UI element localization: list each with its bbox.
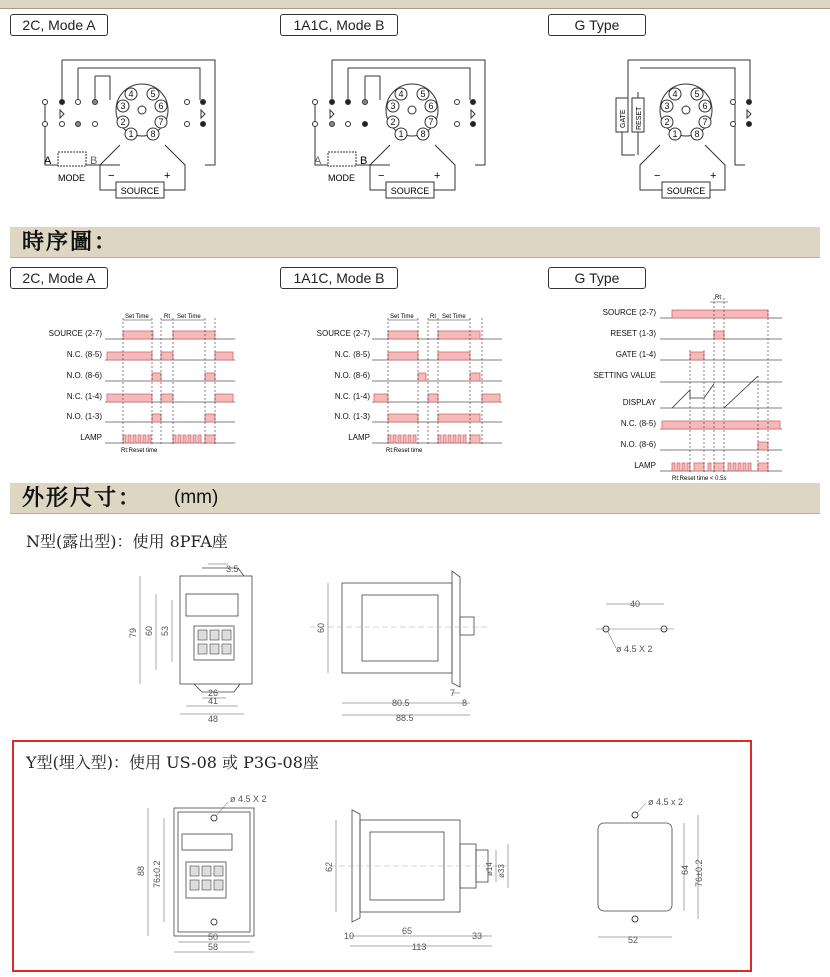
pin-8: 8 bbox=[420, 129, 426, 139]
row-label: N.O. (8-6) bbox=[620, 440, 656, 449]
y-type-panel-cutout bbox=[580, 795, 730, 955]
hole-diameter: ø 4.5 X 2 bbox=[616, 644, 653, 654]
row-label: SOURCE (2-7) bbox=[316, 329, 370, 338]
switch-b-label: B bbox=[360, 155, 368, 167]
pin-2: 2 bbox=[664, 117, 670, 127]
dim-26: 26 bbox=[208, 688, 219, 698]
dim-40: 40 bbox=[630, 599, 641, 609]
pin-4: 4 bbox=[398, 89, 404, 99]
pin-3: 3 bbox=[120, 101, 126, 111]
pin-7: 7 bbox=[702, 117, 708, 127]
dim-65: 65 bbox=[402, 926, 413, 936]
rt-label: Rt bbox=[715, 295, 721, 301]
dim-dia-14: ø14 bbox=[485, 862, 494, 876]
dim-60: 60 bbox=[144, 625, 154, 636]
dim-41: 41 bbox=[208, 696, 219, 706]
reset-time-note: Rt:Reset time < 0.5s bbox=[672, 476, 727, 482]
pin-1: 1 bbox=[128, 129, 134, 139]
set-time-label: Set Time bbox=[125, 314, 149, 320]
n-type-side-view bbox=[310, 565, 500, 725]
set-time-label: Set Time bbox=[442, 314, 466, 320]
timing-chart-mode-b bbox=[372, 310, 512, 460]
minus-label: − bbox=[108, 170, 115, 182]
dim-48: 48 bbox=[208, 714, 219, 724]
n-type-heading: N型(露出型)：使用 8PFA座 bbox=[26, 532, 228, 551]
row-label: N.C. (8-5) bbox=[66, 350, 102, 359]
mode-label: MODE bbox=[328, 173, 355, 183]
dimensions-unit: (mm) bbox=[174, 487, 219, 508]
dim-79: 79 bbox=[128, 627, 138, 638]
y-type-front-view bbox=[130, 790, 280, 960]
source-label: SOURCE bbox=[120, 186, 160, 196]
pin-8: 8 bbox=[150, 129, 156, 139]
pin-1: 1 bbox=[398, 129, 404, 139]
row-label: N.O. (8-6) bbox=[66, 371, 102, 380]
dimensions-banner bbox=[10, 483, 820, 514]
row-label: SOURCE (2-7) bbox=[48, 329, 102, 338]
dim-88-5: 88.5 bbox=[396, 713, 414, 723]
pin-8: 8 bbox=[694, 129, 700, 139]
row-label: SETTING VALUE bbox=[593, 371, 656, 380]
wiring-diagram-mode-b bbox=[270, 40, 540, 210]
wiring-g-type-tag: G Type bbox=[548, 14, 646, 36]
timing-chart-mode-a bbox=[105, 310, 245, 460]
reset-time-note: Rt:Reset time bbox=[121, 448, 158, 454]
row-label: RESET (1-3) bbox=[610, 329, 656, 338]
wiring-diagram-mode-a bbox=[0, 40, 270, 210]
minus-label: − bbox=[378, 170, 385, 182]
row-label: N.O. (8-6) bbox=[334, 371, 370, 380]
row-label: GATE (1-4) bbox=[615, 350, 656, 359]
source-label: SOURCE bbox=[390, 186, 430, 196]
set-time-label: Set Time bbox=[390, 314, 414, 320]
dim-50: 50 bbox=[208, 932, 219, 942]
dim-dia-33: ø33 bbox=[497, 864, 506, 878]
rt-label: Rt bbox=[430, 314, 436, 320]
plus-label: + bbox=[710, 170, 717, 182]
pin-6: 6 bbox=[428, 101, 434, 111]
timing-chart-g-type bbox=[660, 290, 790, 485]
row-label: SOURCE (2-7) bbox=[602, 308, 656, 317]
row-label: LAMP bbox=[348, 433, 370, 442]
switch-b-label: B bbox=[90, 155, 98, 167]
y-type-side-view bbox=[310, 800, 520, 960]
pin-5: 5 bbox=[150, 89, 156, 99]
source-label: SOURCE bbox=[666, 186, 706, 196]
pin-6: 6 bbox=[158, 101, 164, 111]
reset-time-note: Rt:Reset time bbox=[386, 448, 423, 454]
timing-g-type-tag: G Type bbox=[548, 267, 646, 289]
switch-a-label: A bbox=[44, 155, 52, 167]
gate-label: GATE bbox=[620, 109, 627, 128]
row-label: N.C. (8-5) bbox=[334, 350, 370, 359]
row-label: N.C. (1-4) bbox=[66, 392, 102, 401]
row-label: LAMP bbox=[634, 461, 656, 470]
row-label: DISPLAY bbox=[622, 398, 656, 407]
row-label: LAMP bbox=[80, 433, 102, 442]
switch-a-label: A bbox=[314, 155, 322, 167]
timing-banner bbox=[10, 227, 820, 258]
dim-3-5: 3.5 bbox=[226, 564, 239, 574]
pin-5: 5 bbox=[694, 89, 700, 99]
hole-diameter: ø 4.5 X 2 bbox=[230, 794, 267, 804]
set-time-label: Set Time bbox=[177, 314, 201, 320]
pin-2: 2 bbox=[390, 117, 396, 127]
row-label: N.C. (1-4) bbox=[334, 392, 370, 401]
wiring-diagram-g-type bbox=[540, 40, 820, 210]
dim-7: 7 bbox=[450, 688, 456, 698]
pin-6: 6 bbox=[702, 101, 708, 111]
plus-label: + bbox=[164, 170, 171, 182]
dim-60: 60 bbox=[316, 622, 326, 633]
dim-76: 76±0.2 bbox=[694, 859, 704, 887]
pin-4: 4 bbox=[672, 89, 678, 99]
top-band bbox=[0, 0, 830, 9]
row-label: N.O. (1-3) bbox=[334, 412, 370, 421]
dim-113: 113 bbox=[412, 942, 427, 952]
dim-52: 52 bbox=[628, 935, 639, 945]
row-label: N.C. (8-5) bbox=[620, 419, 656, 428]
n-type-front-view bbox=[120, 560, 260, 725]
pin-5: 5 bbox=[420, 89, 426, 99]
dim-62: 62 bbox=[324, 861, 334, 872]
pin-1: 1 bbox=[672, 129, 678, 139]
hole-diameter: ø 4.5 x 2 bbox=[648, 797, 684, 807]
timing-mode-b-tag: 1A1C, Mode B bbox=[280, 267, 398, 289]
pin-7: 7 bbox=[428, 117, 434, 127]
dim-88: 88 bbox=[136, 865, 146, 876]
pin-3: 3 bbox=[664, 101, 670, 111]
pin-7: 7 bbox=[158, 117, 164, 127]
n-type-hole-layout bbox=[590, 590, 700, 660]
dim-64: 64 bbox=[680, 864, 690, 875]
minus-label: − bbox=[654, 170, 661, 182]
dim-8: 8 bbox=[462, 698, 468, 708]
pin-2: 2 bbox=[120, 117, 126, 127]
wiring-mode-b-tag: 1A1C, Mode B bbox=[280, 14, 398, 36]
rt-label: Rt bbox=[164, 314, 170, 320]
dim-80-5: 80.5 bbox=[392, 698, 410, 708]
timing-banner-title: 時序圖： bbox=[22, 229, 119, 255]
dim-33: 33 bbox=[472, 931, 483, 941]
pin-4: 4 bbox=[128, 89, 134, 99]
dim-53: 53 bbox=[160, 625, 170, 636]
mode-label: MODE bbox=[58, 173, 85, 183]
pin-3: 3 bbox=[390, 101, 396, 111]
dim-76: 76±0.2 bbox=[152, 860, 162, 888]
wiring-mode-a-tag: 2C, Mode A bbox=[10, 14, 108, 36]
dim-10: 10 bbox=[344, 931, 355, 941]
plus-label: + bbox=[434, 170, 441, 182]
dimensions-banner-title: 外形尺寸： bbox=[22, 485, 143, 511]
timing-mode-a-tag: 2C, Mode A bbox=[10, 267, 108, 289]
dim-58: 58 bbox=[208, 942, 219, 952]
y-type-heading: Y型(埋入型)：使用 US-08 或 P3G-08座 bbox=[26, 753, 319, 772]
row-label: N.O. (1-3) bbox=[66, 412, 102, 421]
reset-label: RESET bbox=[636, 106, 643, 130]
